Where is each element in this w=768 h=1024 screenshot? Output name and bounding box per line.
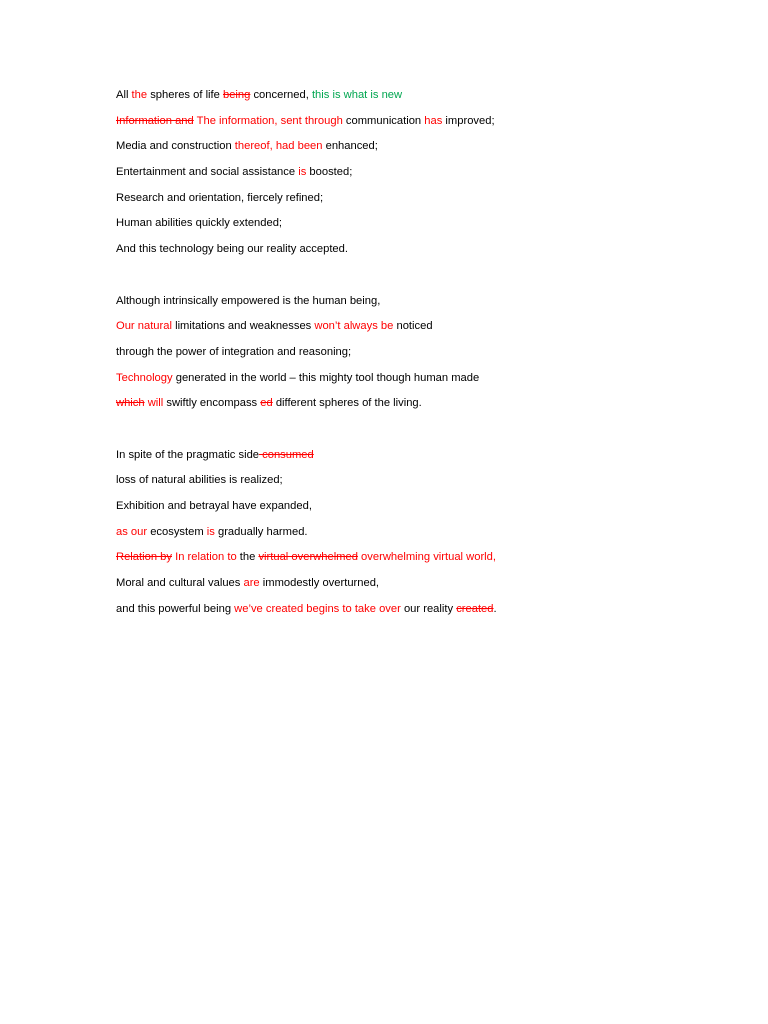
text-segment: In spite of the pragmatic side <box>116 448 260 461</box>
text-segment: loss of natural abilities is realized; <box>116 474 283 487</box>
inserted-text: is <box>206 525 215 538</box>
poem-line <box>116 548 736 574</box>
text-segment: Media and construction <box>116 140 235 153</box>
stanza-break <box>116 420 736 446</box>
poem-line <box>116 214 736 240</box>
deleted-text: ed <box>260 397 273 410</box>
poem-line <box>116 574 736 600</box>
text-segment: gradually harmed. <box>214 525 308 538</box>
text-segment: limitations and weaknesses <box>171 320 315 333</box>
deleted-text: created <box>456 602 494 615</box>
poem-line <box>116 343 736 369</box>
poem-line <box>116 394 736 420</box>
poem-line <box>116 189 736 215</box>
text-segment: Entertainment and social assistance <box>116 166 299 179</box>
inserted-text: the <box>131 89 148 101</box>
deleted-text: which <box>116 397 145 410</box>
inserted-text: The information, sent through <box>193 114 343 127</box>
text-segment: our reality <box>400 602 457 615</box>
deleted-text: being <box>222 89 251 101</box>
text-segment: through the power of integration and reasoning; <box>116 345 352 358</box>
poem-line <box>116 137 736 163</box>
poem-line <box>116 292 736 318</box>
inserted-text: we’ve created begins to take over <box>234 602 401 615</box>
poem-line <box>116 369 736 395</box>
text-segment: generated in the world – this mighty tool though human made <box>172 371 480 384</box>
stanza <box>116 292 736 420</box>
poem-line <box>116 471 736 497</box>
text-segment: concerned, <box>250 89 312 101</box>
inserted-text: Technology <box>116 371 173 384</box>
inserted-text: In relation to <box>171 551 237 564</box>
poem-line <box>116 163 736 189</box>
deleted-text: consumed <box>259 448 314 461</box>
inserted-text: won’t always be <box>314 320 394 333</box>
text-segment: Moral and cultural values <box>116 577 244 590</box>
text-segment: improved; <box>442 114 495 127</box>
deleted-text: virtual overwhelmed <box>258 551 358 564</box>
text-segment: communication <box>342 114 425 127</box>
text-segment: immodestly overturned, <box>259 577 380 590</box>
poem-line <box>116 497 736 523</box>
deleted-text: Relation by <box>116 551 172 564</box>
poem-line <box>116 317 736 343</box>
text-segment: . <box>493 602 497 615</box>
text-segment: Human abilities quickly extended; <box>116 217 283 230</box>
text-segment: Exhibition and betrayal have expanded, <box>116 500 312 512</box>
text-segment: boosted; <box>306 166 353 179</box>
poem-line <box>116 240 736 266</box>
text-segment: and this powerful being <box>116 602 235 615</box>
text-segment: And this technology being our reality accepted. <box>116 243 348 256</box>
text-segment: noticed <box>393 320 433 333</box>
text-segment: spheres of life <box>147 89 223 101</box>
text-segment: Research and orientation, fiercely refined; <box>116 191 324 204</box>
stanza-break <box>116 266 736 292</box>
poem-line <box>116 112 736 138</box>
inserted-text: as our <box>116 525 148 538</box>
deleted-text: Information and <box>116 114 194 127</box>
stanza <box>116 446 736 626</box>
comment-text: this is what is new <box>311 89 403 101</box>
stanza <box>116 86 736 266</box>
inserted-text: is <box>298 166 307 179</box>
inserted-text: has <box>424 114 443 127</box>
text-segment: enhanced; <box>322 140 378 153</box>
text-segment: Although intrinsically empowered is the human being, <box>116 294 381 307</box>
text-segment: All <box>116 89 132 101</box>
poem-line <box>116 86 736 112</box>
text-segment: the <box>236 551 259 564</box>
inserted-text: are <box>243 577 260 590</box>
poem-body <box>116 86 736 625</box>
text-segment: different spheres of the living. <box>272 397 422 410</box>
inserted-text: will <box>144 397 164 410</box>
poem-line <box>116 600 736 626</box>
inserted-text: thereof, had been <box>234 140 323 153</box>
text-segment: ecosystem <box>147 525 207 538</box>
poem-line <box>116 446 736 472</box>
inserted-text: Our natural <box>116 320 172 333</box>
inserted-text: overwhelming virtual world, <box>357 551 496 564</box>
text-segment: swiftly encompass <box>163 397 261 410</box>
poem-line <box>116 523 736 549</box>
